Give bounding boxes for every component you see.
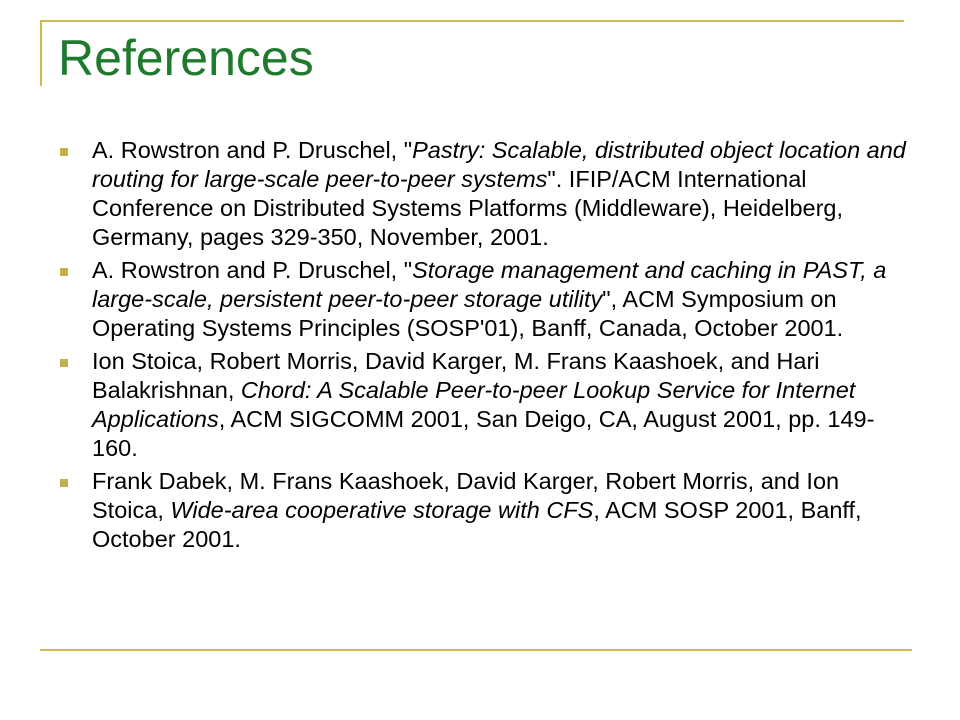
bottom-rule	[40, 649, 912, 651]
square-bullet-icon	[60, 359, 68, 367]
reference-item	[58, 136, 908, 252]
reference-title: Chord: A Scalable Peer-to-peer Lookup Service for Internet Applications	[92, 377, 856, 432]
reference-text-post: , ACM SOSP 2001, Banff, October 2001.	[92, 497, 862, 552]
reference-text-post: ", ACM Symposium on Operating Systems Principles (SOSP'01), Banff, Canada, October 2001.	[92, 286, 844, 341]
reference-item	[58, 256, 908, 343]
reference-item	[58, 347, 908, 463]
reference-text-pre: A. Rowstron and P. Druschel, "	[92, 137, 413, 163]
reference-title: Pastry: Scalable, distributed object location and routing for large-scale peer-to-peer systems	[92, 137, 906, 192]
reference-text-pre: Ion Stoica, Robert Morris, David Karger, M. Frans Kaashoek, and Hari Balakrishnan,	[92, 348, 820, 403]
square-bullet-icon	[60, 268, 68, 276]
square-bullet-icon	[60, 479, 68, 487]
reference-text-post: ". IFIP/ACM International Conference on Distributed Systems Platforms (Middleware), Heidelberg, Germany, pages 329-350, November, 2001.	[92, 166, 844, 250]
square-bullet-icon	[60, 148, 68, 156]
reference-text-post: , ACM SIGCOMM 2001, San Deigo, CA, August 2001, pp. 149-160.	[92, 406, 875, 461]
reference-title: Wide-area cooperative storage with CFS	[170, 497, 594, 523]
slide-title: References	[58, 30, 314, 86]
reference-title: Storage management and caching in PAST, a large-scale, persistent peer-to-peer storage utility	[92, 257, 887, 312]
reference-text-pre: A. Rowstron and P. Druschel, "	[92, 257, 413, 283]
left-rule	[40, 20, 42, 86]
reference-item	[58, 467, 908, 554]
reference-text-pre: Frank Dabek, M. Frans Kaashoek, David Karger, Robert Morris, and Ion Stoica,	[92, 468, 840, 523]
reference-list	[58, 136, 908, 558]
top-rule	[40, 20, 904, 22]
